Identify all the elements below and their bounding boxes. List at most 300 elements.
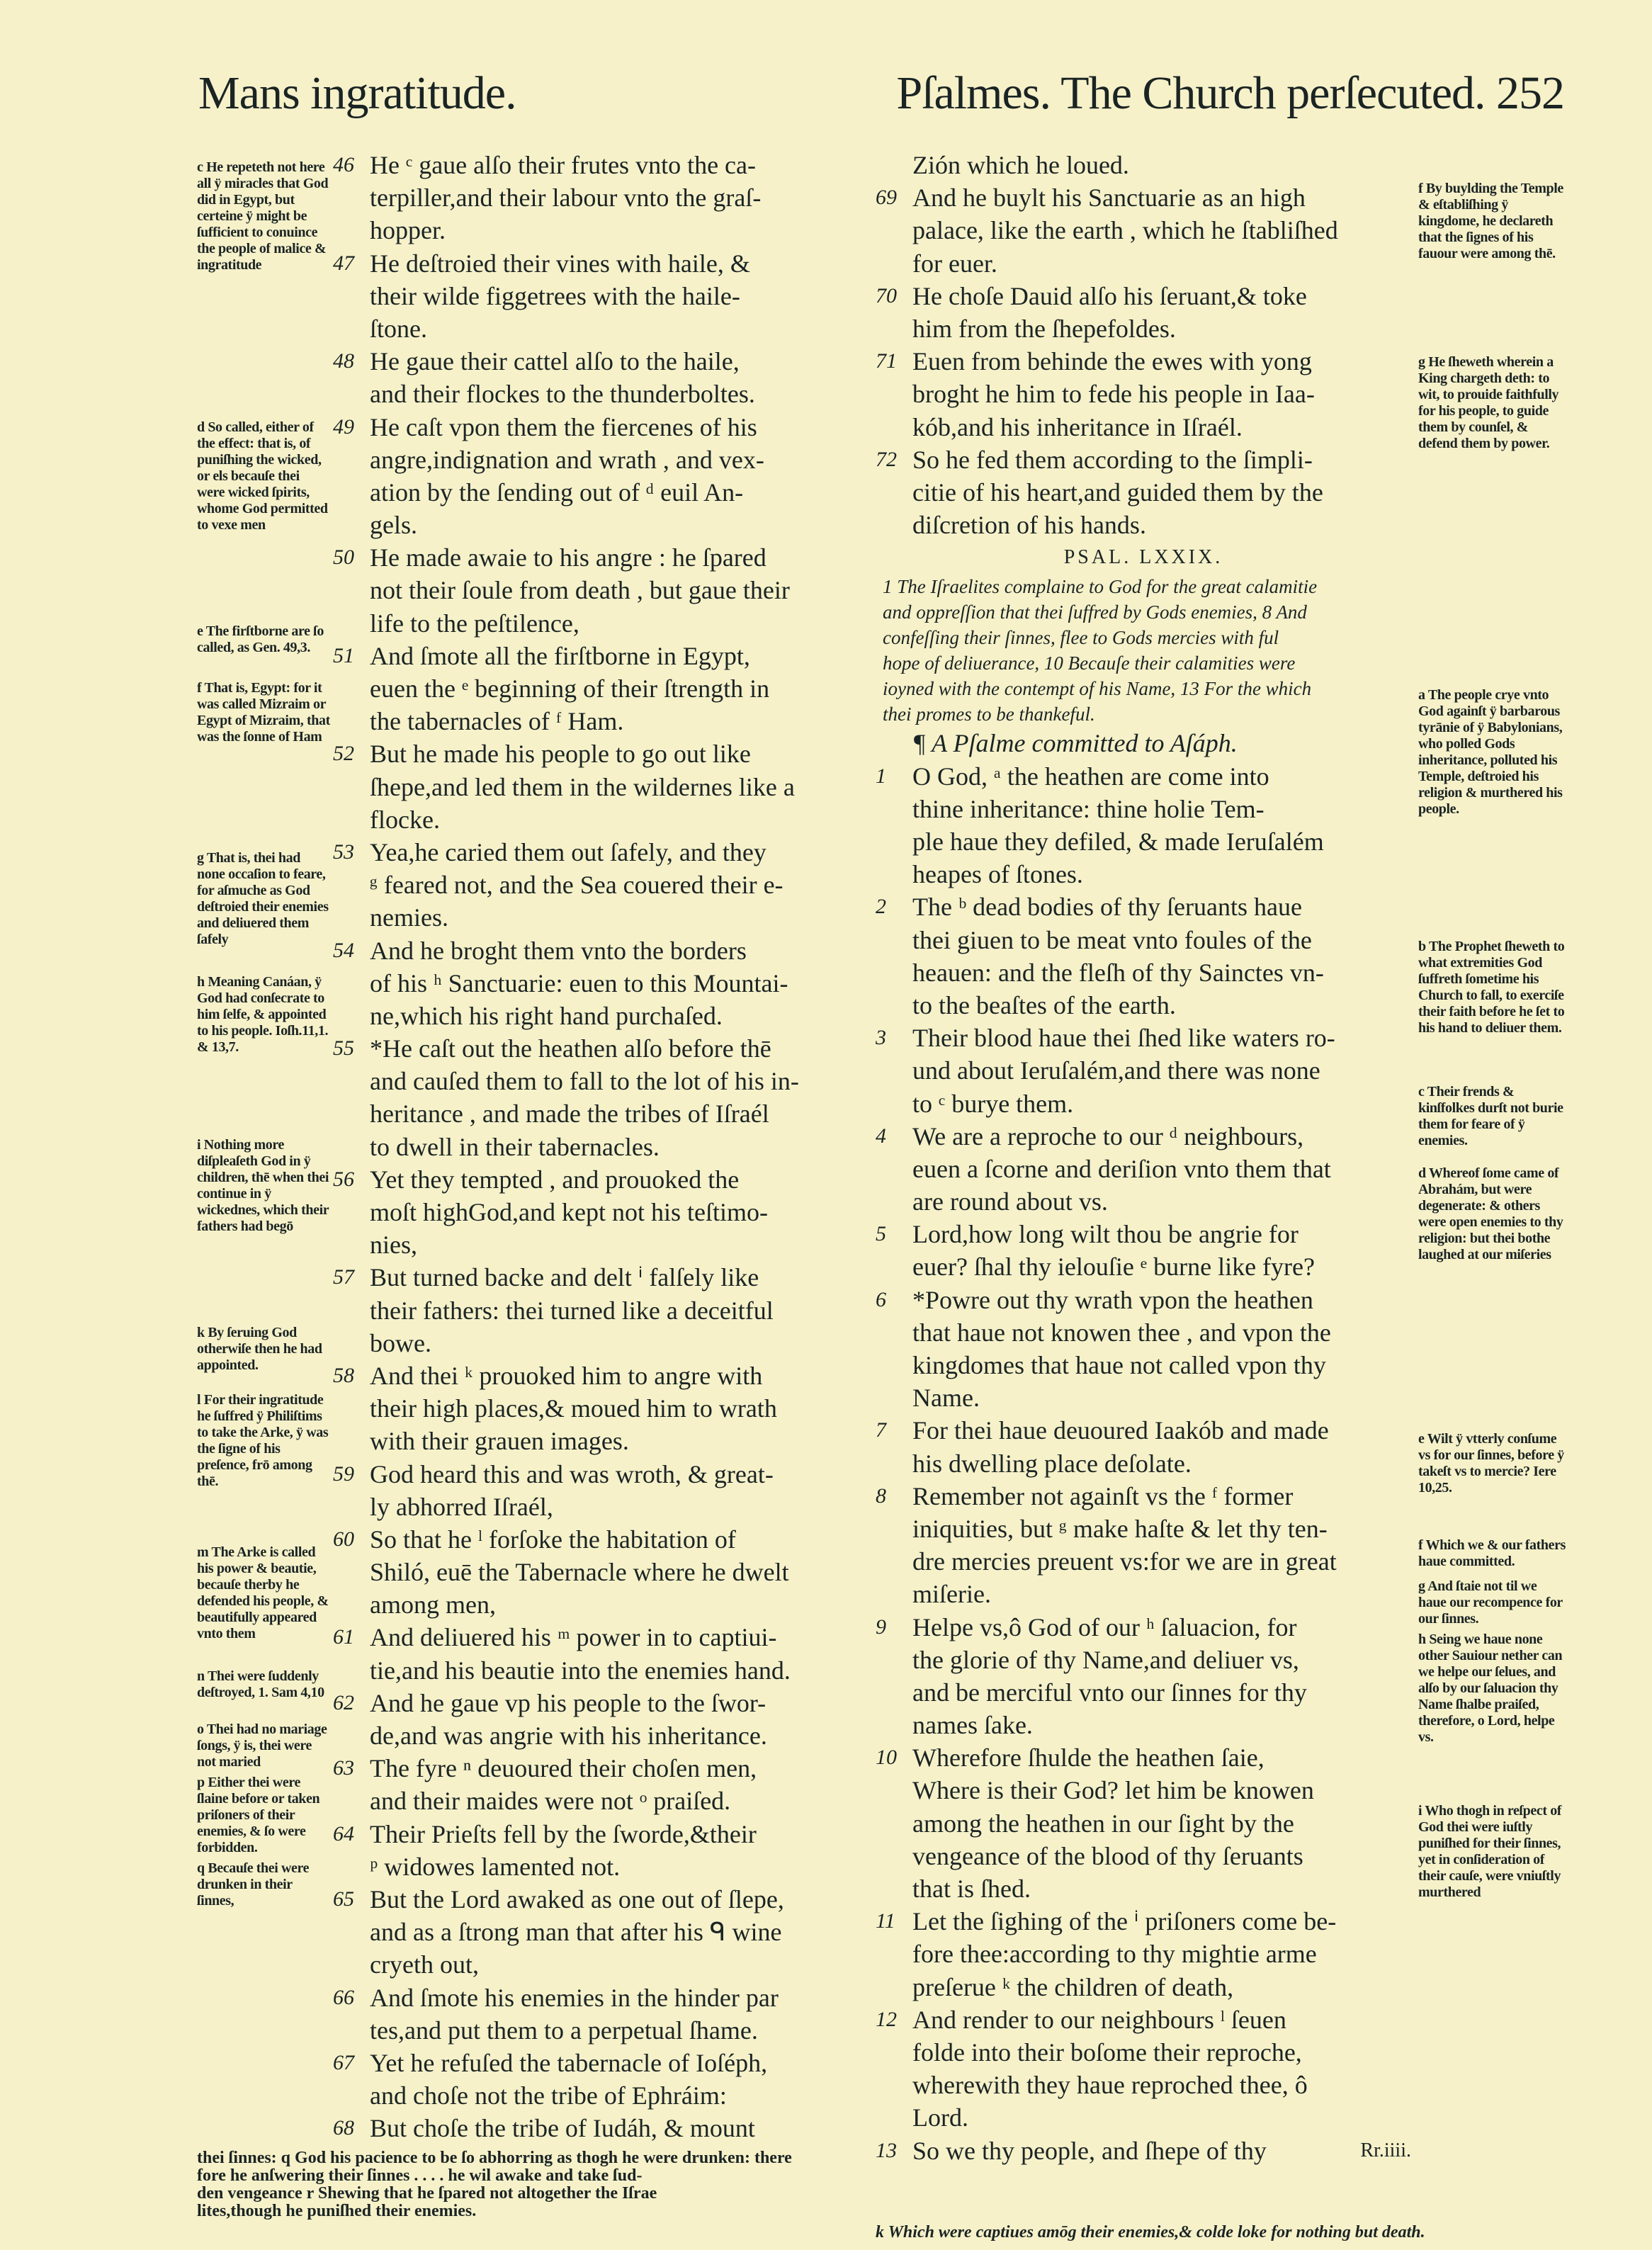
line-text: Shiló, euē the Tabernacle where he dwelt <box>370 1558 789 1587</box>
text-line <box>333 1588 869 1621</box>
text-line <box>876 214 1411 247</box>
margin-note: h Seing we haue none other Sauiour nether can we helpe our ſelues, and alſo by our ſaluacion thy Name ſhalbe praiſed, therefore, o Lord, helpe vs. <box>1418 1632 1563 1745</box>
text-line <box>333 672 869 705</box>
margin-note: g That is, thei had none occaſion to feare, for aſmuche as God deſtroied their enemies and deliuered them ſafely <box>197 850 329 947</box>
text-line <box>876 858 1411 891</box>
margin-note: c Their frends & kinſfolkes durſt not burie them for feare of ÿ enemies. <box>1418 1084 1563 1148</box>
line-text: Their blood haue thei ſhed like waters ro- <box>912 1024 1335 1053</box>
line-text: fore thee:according to thy mightie arme <box>912 1940 1317 1969</box>
text-line <box>876 1414 1411 1447</box>
line-text: God heard this and was wroth, & great- <box>370 1459 774 1488</box>
line-text: Where is their God? let him be knowen <box>912 1776 1314 1805</box>
line-text: Name. <box>912 1384 980 1413</box>
line-text: So he fed them according to the ſimpli- <box>912 445 1313 474</box>
text-line <box>876 989 1411 1022</box>
text-line <box>876 825 1411 858</box>
text-line <box>333 378 869 410</box>
verse-number: 72 <box>876 447 897 471</box>
line-text: He made awaie to his angre : he ſpared <box>370 543 766 572</box>
verse-number: 6 <box>876 1287 886 1311</box>
line-text: angre,indignation and wrath , and vex- <box>370 445 764 474</box>
line-text: dre mercies preuent vs:for we are in great <box>912 1547 1337 1576</box>
line-text: thei giuen to be meat vnto foules of the <box>912 925 1312 954</box>
text-line <box>333 181 869 214</box>
line-text: preſerue ᵏ the children of death, <box>912 1972 1234 2001</box>
text-line <box>876 1905 1411 1938</box>
text-line <box>876 2003 1411 2036</box>
verse-number: 54 <box>333 938 354 962</box>
margin-note: l For their ingratitude he ſuffred ÿ Philiſtims to take the Arke, ÿ was the ſigne of his preſence, frō among thē. <box>197 1392 329 1489</box>
text-line <box>333 345 869 378</box>
text-line <box>876 247 1411 280</box>
line-text: not their ſoule from death , but gaue their <box>370 576 790 605</box>
text-line <box>333 2112 869 2144</box>
line-text: ioyned with the contempt of his Name, 13 For the which <box>883 678 1312 700</box>
verse-number: 53 <box>333 839 354 864</box>
line-text: But choſe the tribe of Iudáh, & mount <box>370 2114 755 2143</box>
margin-note: m The Arke is called his power & beautie, becauſe therby he defended his people, & beautifully appeared vnto them <box>197 1544 329 1641</box>
verse-number: 49 <box>333 414 354 439</box>
line-text: to ᶜ burye them. <box>912 1089 1074 1118</box>
verse-number: 8 <box>876 1483 886 1508</box>
text-line <box>333 607 869 640</box>
text-line <box>876 924 1411 956</box>
line-text: And deliuered his ᵐ power in to captiui- <box>370 1623 777 1652</box>
line-text: ly abhorred Iſraél, <box>370 1492 553 1521</box>
line-text: and choſe not the tribe of Ephráim: <box>370 2081 727 2110</box>
line-text: kingdomes that haue not called vpon thy <box>912 1351 1326 1379</box>
line-text: their high places,& moued him to wrath <box>370 1394 777 1423</box>
line-text: He caſt vpon them the fiercenes of his <box>370 412 757 441</box>
argument-line <box>876 650 1411 676</box>
verse-number: 59 <box>333 1462 354 1486</box>
text-line <box>876 793 1411 825</box>
text-line <box>333 836 869 869</box>
line-text: tes,and put them to a perpetual ſhame. <box>370 2016 758 2045</box>
line-text: ᵍ feared not, and the Sea couered their e- <box>370 871 783 900</box>
line-text: among the heathen in our ſight by the <box>912 1809 1294 1838</box>
verse-number: 2 <box>876 895 886 919</box>
text-line <box>876 1349 1411 1381</box>
verse-number: 11 <box>876 1909 895 1933</box>
line-text: for euer. <box>912 249 997 278</box>
line-text: PSAL. LXXIX. <box>1063 546 1223 569</box>
text-line <box>876 1153 1411 1185</box>
argument-line <box>876 701 1411 727</box>
text-line <box>333 443 869 476</box>
line-text: Zión which he loued. <box>912 151 1129 179</box>
margin-note: i Who thogh in reſpect of God thei were iuſtly puniſhed for their ſinnes, yet in conſideration of their cauſe, were vniuſtly murthered <box>1418 1803 1562 1900</box>
text-line <box>333 803 869 836</box>
text-line <box>876 312 1411 345</box>
text-line <box>876 1741 1411 1774</box>
text-line <box>876 1709 1411 1741</box>
line-text: ne,which his right hand purchaſed. <box>370 1001 723 1030</box>
text-line <box>333 1097 869 1130</box>
text-line <box>333 1359 869 1392</box>
verse-number: 51 <box>333 643 354 667</box>
margin-note: g And ſtaie not til we haue our recompence for our ſinnes. <box>1418 1578 1563 1627</box>
line-text: gels. <box>370 511 417 540</box>
line-text: and their flockes to the thunderboltes. <box>370 380 755 409</box>
text-line <box>876 280 1411 312</box>
line-text: heauen: and the fleſh of thy Sainctes vn- <box>912 958 1324 987</box>
text-line <box>876 476 1411 509</box>
line-text: terpiller,and their labour vnto the graſ- <box>370 183 762 213</box>
text-line <box>333 1163 869 1196</box>
line-text: and be merciful vnto our ſinnes for thy <box>912 1678 1307 1707</box>
line-text: broght he him to fede his people in Iaa- <box>912 380 1315 409</box>
text-line <box>333 1850 869 1883</box>
verse-number: 65 <box>333 1887 354 1911</box>
line-text: Wherefore ſhulde the heathen ſaie, <box>912 1743 1265 1773</box>
text-line <box>333 1916 869 1948</box>
verse-number: 70 <box>876 283 897 307</box>
margin-note: p Either thei were ſlaine before or taken priſoners of their enemies, & ſo were forbidden. <box>197 1775 320 1855</box>
line-text: And he gaue vp his people to the ſwor- <box>370 1688 766 1717</box>
verse-number: 66 <box>333 1985 354 2009</box>
text-line <box>876 1381 1411 1414</box>
line-text: bowe. <box>370 1328 431 1357</box>
line-text: de,and was angrie with his inheritance. <box>370 1722 767 1750</box>
line-text: ation by the ſending out of ᵈ euil An- <box>370 477 744 507</box>
line-text: moſt highGod,and kept not his teſtimo- <box>370 1198 768 1226</box>
line-text: that is ſhed. <box>912 1875 1031 1903</box>
line-text: euen a ſcorne and deriſion vnto them that <box>912 1154 1331 1183</box>
line-text: ple haue they defiled, & made Ieruſalém <box>912 827 1324 856</box>
verse-number: 52 <box>333 742 354 766</box>
line-text: Yea,he caried them out ſafely, and they <box>370 837 766 866</box>
verse-number: 12 <box>876 2007 897 2031</box>
text-line <box>876 1840 1411 1872</box>
text-line <box>333 1654 869 1687</box>
text-line <box>333 1491 869 1523</box>
line-text: He gaue their cattel alſo to the haile, <box>370 347 740 376</box>
line-text: And ſmote his enemies in the hinder par <box>370 1983 779 2012</box>
text-line <box>876 149 1411 181</box>
line-text: ¶ A Pſalme committed to Aſáph. <box>912 729 1238 758</box>
verse-number: 46 <box>333 153 354 176</box>
line-text: euen the ᵉ beginning of their ſtrength in <box>370 674 770 703</box>
margin-note: c He repeteth not here all ÿ miracles that God did in Egypt, but certeine ÿ might be ſufficient to conuince the people of malice & ingratitude <box>197 159 329 273</box>
line-text: hopper. <box>370 216 446 245</box>
margin-note: d So called, either of the effect: that is, of puniſhing the wicked, or els becauſe thei were wicked ſpirits, whome God permitted to vexe men <box>197 419 328 533</box>
verse-number: 58 <box>333 1363 354 1387</box>
text-line <box>333 640 869 672</box>
line-text: He ᶜ gaue alſo their frutes vnto the ca- <box>370 151 756 179</box>
margin-note: e Wilt ÿ vtterly conſume vs for our ſinnes, before ÿ takeſt vs to mercie? Iere 10,25. <box>1418 1431 1564 1496</box>
text-line <box>876 2069 1411 2101</box>
bottom-notes <box>197 2149 869 2220</box>
line-text: And render to our neighbours ˡ ſeuen <box>912 2005 1286 2034</box>
footer-note: k Which were captiues amōg their enemies,& colde loke for nothing but death. <box>876 2223 1425 2241</box>
text-line <box>333 2047 869 2079</box>
line-text: Yet they tempted , and prouoked the <box>370 1165 740 1194</box>
line-text: *He caſt out the heathen alſo before thē <box>370 1034 771 1063</box>
verse-number: 56 <box>333 1167 354 1191</box>
line-text: The fyre ⁿ deuoured their choſen men, <box>370 1754 757 1783</box>
verse-number: 57 <box>333 1265 354 1289</box>
line-text: *Powre out thy wrath vpon the heathen <box>912 1285 1313 1314</box>
signature-mark: Rr.iiii. <box>1360 2139 1411 2161</box>
text-line <box>876 1022 1411 1054</box>
text-line <box>876 1284 1411 1316</box>
line-text: and their maides were not ᵒ praiſed. <box>370 1787 731 1816</box>
text-line <box>876 1185 1411 1218</box>
text-line <box>876 891 1411 923</box>
text-line <box>333 705 869 737</box>
text-line <box>876 181 1411 214</box>
text-line <box>876 1054 1411 1087</box>
verse-number: 64 <box>333 1821 354 1845</box>
line-text: vengeance of the blood of thy ſeruants <box>912 1841 1303 1870</box>
verse-number: 3 <box>876 1026 886 1050</box>
line-text: kób,and his inheritance in Iſraél. <box>912 412 1243 441</box>
margin-note: f That is, Egypt: for it was called Mizraim or Egypt of Mizraim, that was the ſonne of Ham <box>197 680 330 745</box>
text-line <box>333 574 869 606</box>
verse-number: 47 <box>333 251 354 275</box>
line-text: iniquities, but ᵍ make haſte & let thy ten- <box>912 1514 1328 1543</box>
argument-line <box>876 676 1411 701</box>
text-line <box>333 247 869 280</box>
line-text: So we thy people, and ſhepe of thy <box>912 2136 1267 2165</box>
text-line <box>333 1458 869 1491</box>
line-text: to dwell in their tabernacles. <box>370 1132 660 1161</box>
text-line <box>333 509 869 541</box>
line-text: O God, ᵃ the heathen are come into <box>912 762 1269 791</box>
text-line <box>333 1687 869 1719</box>
verse-number: 1 <box>876 764 886 788</box>
text-line <box>876 443 1411 476</box>
text-line <box>333 901 869 934</box>
text-line <box>333 1131 869 1163</box>
line-text: Their Prieſts fell by the ſworde,&their <box>370 1819 757 1848</box>
line-text: Euen from behinde the ewes with yong <box>912 347 1312 376</box>
text-line <box>876 1316 1411 1349</box>
line-text: ſhepe,and led them in the wildernes like a <box>370 772 795 801</box>
text-line <box>333 2079 869 2112</box>
text-line <box>333 1752 869 1785</box>
text-line <box>876 1774 1411 1807</box>
text-line <box>333 1982 869 2014</box>
margin-note: g He ſheweth wherein a King chargeth deth: to wit, to prouide faithfully for his people, to guide them by counſel, & defend them by power. <box>1418 354 1559 451</box>
line-text: and cauſed them to fall to the lot of his in- <box>370 1067 799 1096</box>
verse-number: 68 <box>333 2116 354 2140</box>
text-line <box>333 1065 869 1097</box>
text-line <box>333 1294 869 1327</box>
text-line <box>876 1250 1411 1283</box>
line-text: life to the peſtilence, <box>370 609 579 638</box>
text-line <box>876 1087 1411 1120</box>
text-line <box>876 1120 1411 1153</box>
line-text: He deſtroied their vines with haile, & <box>370 249 750 278</box>
bottom-note-line: lites,though he puniſhed their enemies. <box>197 2202 477 2220</box>
line-text: wherewith they haue reproched thee, ô <box>912 2071 1308 2100</box>
text-line <box>333 476 869 509</box>
line-text: with their grauen images. <box>370 1427 629 1456</box>
text-line <box>876 509 1411 541</box>
verse-number: 60 <box>333 1527 354 1551</box>
line-text: Helpe vs,ô God of our ʰ ſaluacion, for <box>912 1612 1297 1641</box>
text-line <box>876 1513 1411 1545</box>
verse-number: 48 <box>333 349 354 373</box>
line-text: And he buylt his Sanctuarie as an high <box>912 183 1306 213</box>
line-text: names ſake. <box>912 1711 1033 1740</box>
margin-note: n Thei were ſuddenly deſtroyed, 1. Sam 4,10 <box>197 1668 324 1700</box>
text-line <box>333 1392 869 1425</box>
line-text: his dwelling place deſolate. <box>912 1449 1192 1478</box>
text-line <box>876 2135 1411 2167</box>
line-text: ᵖ widowes lamented not. <box>370 1852 621 1881</box>
text-line <box>333 1327 869 1359</box>
text-line <box>333 411 869 443</box>
line-text: their wilde figgetrees with the haile- <box>370 281 740 310</box>
text-line <box>876 2101 1411 2134</box>
line-text: him from the ſhepefoldes. <box>912 314 1176 343</box>
text-line <box>333 737 869 770</box>
line-text: And thei ᵏ prouoked him to angre with <box>370 1361 763 1390</box>
verse-number: 71 <box>876 349 897 373</box>
text-line <box>876 1872 1411 1905</box>
argument-line <box>876 599 1411 625</box>
bottom-note-line: fore he anſwering their ſinnes . . . . he wil awake and take ſud- <box>197 2166 643 2185</box>
line-text: He choſe Dauid alſo his ſeruant,& toke <box>912 281 1307 310</box>
line-text: nemies. <box>370 903 448 932</box>
text-line <box>333 967 869 1000</box>
verse-number: 55 <box>333 1036 354 1061</box>
line-text: flocke. <box>370 805 440 834</box>
margin-note: o Thei had no mariage ſongs, ÿ is, thei were not maried <box>197 1722 327 1770</box>
line-text: confeſſing their ſinnes, flee to Gods mercies with ful <box>883 627 1279 649</box>
text-line <box>876 1644 1411 1676</box>
text-line <box>333 312 869 345</box>
text-line <box>876 1807 1411 1840</box>
line-text: heritance , and made the tribes of Iſraél <box>370 1099 769 1129</box>
line-text: cryeth out, <box>370 1950 479 1979</box>
text-line <box>333 1523 869 1556</box>
margin-note: e The firſtborne are ſo called, as Gen. 49,3. <box>197 623 324 655</box>
line-text: But he made his people to go out like <box>370 740 751 769</box>
verse-number: 10 <box>876 1746 897 1770</box>
line-text: among men, <box>370 1590 496 1619</box>
margin-note: f By buylding the Temple & eſtabliſhing ÿ kingdome, he declareth that the ſignes of his fauour were among thē. <box>1418 181 1563 261</box>
line-text: Let the ſighing of the ⁱ priſoners come be- <box>912 1907 1337 1936</box>
text-line <box>333 1196 869 1228</box>
line-text: So that he ˡ forſoke the habitation of <box>370 1525 736 1554</box>
text-line <box>333 2014 869 2047</box>
text-line <box>876 1938 1411 1970</box>
text-line <box>333 1261 869 1294</box>
text-line <box>876 1676 1411 1709</box>
line-text: to the beaſtes of the earth. <box>912 990 1176 1019</box>
argument-line <box>876 574 1411 599</box>
line-text: diſcretion of his hands. <box>912 511 1146 540</box>
line-text: euer? ſhal thy ielouſie ᵉ burne like fyre? <box>912 1253 1315 1282</box>
line-text: citie of his heart,and guided them by the <box>912 477 1323 507</box>
text-line <box>333 541 869 574</box>
bottom-note-line: den vengeance r Shewing that he ſpared not altogether the Iſrae <box>197 2184 657 2203</box>
verse-number: 4 <box>876 1124 886 1148</box>
text-line <box>333 214 869 247</box>
line-text: folde into their boſome their reproche, <box>912 2037 1302 2067</box>
text-line <box>876 1971 1411 2003</box>
line-text: thine inheritance: thine holie Tem- <box>912 794 1265 823</box>
margin-note: a The people crye vnto God againſt ÿ barbarous tyrānie of ÿ Babylonians, who polled Gods inheritance, polluted his Temple, deſtroied his religion & murthered his people. <box>1418 687 1563 817</box>
text-line <box>333 1228 869 1261</box>
right-text-column <box>876 149 1411 2167</box>
verse-number: 13 <box>876 2138 897 2162</box>
text-line <box>333 1425 869 1457</box>
text-line <box>333 1621 869 1653</box>
verse-number: 67 <box>333 2050 354 2074</box>
bottom-note-line: thei ſinnes: q God his pacience to be ſo abhorring as thogh he were drunken: there <box>197 2149 792 2167</box>
text-line <box>876 760 1411 793</box>
line-text: hope of deliuerance, 10 Becauſe their calamities were <box>883 652 1296 674</box>
line-text: Yet he refuſed the tabernacle of Ioſéph, <box>370 2048 768 2077</box>
text-line <box>876 345 1411 378</box>
line-text: And he broght them vnto the borders <box>370 936 747 965</box>
line-text: and as a ſtrong man that after his ᑫ wine <box>370 1918 782 1947</box>
text-line <box>333 1556 869 1588</box>
line-text: that haue not knowen thee , and vpon the <box>912 1318 1331 1347</box>
line-text: The ᵇ dead bodies of thy ſeruants haue <box>912 893 1302 922</box>
text-line <box>876 1218 1411 1250</box>
text-line <box>333 869 869 901</box>
text-line <box>333 1948 869 1981</box>
verse-number: 61 <box>333 1625 354 1649</box>
verse-number: 5 <box>876 1222 886 1246</box>
line-text: ſtone. <box>370 314 427 343</box>
running-head-left: Mans ingratitude. <box>198 67 516 119</box>
line-text: We are a reproche to our ᵈ neighbours, <box>912 1121 1304 1151</box>
text-line <box>333 934 869 967</box>
text-line <box>876 1480 1411 1513</box>
verse-number: 9 <box>876 1615 886 1639</box>
line-text: miſerie. <box>912 1580 991 1609</box>
line-text: the glorie of thy Name,and deliuer vs, <box>912 1645 1299 1674</box>
text-line <box>876 1545 1411 1578</box>
left-text-column <box>333 149 869 2144</box>
text-line <box>333 1000 869 1032</box>
line-text: heapes of ſtones. <box>912 860 1083 889</box>
verse-number: 69 <box>876 186 897 210</box>
line-text: und about Ieruſalém,and there was none <box>912 1056 1320 1085</box>
text-line <box>876 1447 1411 1480</box>
line-text: palace, like the earth , which he ſtabliſhed <box>912 216 1338 245</box>
line-text: Lord,how long wilt thou be angrie for <box>912 1220 1299 1249</box>
margin-note: f Which we & our fathers haue committed. <box>1418 1537 1566 1569</box>
line-text: Remember not againſt vs the ᶠ former <box>912 1481 1294 1510</box>
margin-note: d Whereof ſome came of Abrahám, but were degenerate: & others were open enemies to thy religion: but thei bothe laughed at our miſeries <box>1418 1165 1563 1262</box>
line-text: For thei haue deuoured Iaakób and made <box>912 1416 1329 1445</box>
text-line <box>333 771 869 803</box>
line-text: and oppreſſion that thei ſuffred by Gods enemies, 8 And <box>883 601 1307 623</box>
line-text: But the Lord awaked as one out of ſlepe, <box>370 1884 784 1913</box>
margin-note: k By ſeruing God otherwiſe then he had appointed. <box>197 1325 322 1373</box>
line-text: thei promes to be thankeful. <box>883 703 1095 725</box>
verse-number: 63 <box>333 1756 354 1780</box>
text-line <box>876 1611 1411 1644</box>
verse-number: 7 <box>876 1418 886 1442</box>
argument-line <box>876 625 1411 650</box>
text-line <box>333 1032 869 1065</box>
line-text: are round about vs. <box>912 1187 1108 1216</box>
line-text: of his ʰ Sanctuarie: euen to this Mountai- <box>370 968 788 997</box>
margin-note: b The Prophet ſheweth to what extremities God ſuffreth ſometime his Church to fall, to exerciſe their faith before he ſet to his hand to deliuer them. <box>1418 939 1565 1036</box>
text-line <box>333 1883 869 1916</box>
text-line <box>333 1818 869 1850</box>
text-line <box>333 1785 869 1817</box>
